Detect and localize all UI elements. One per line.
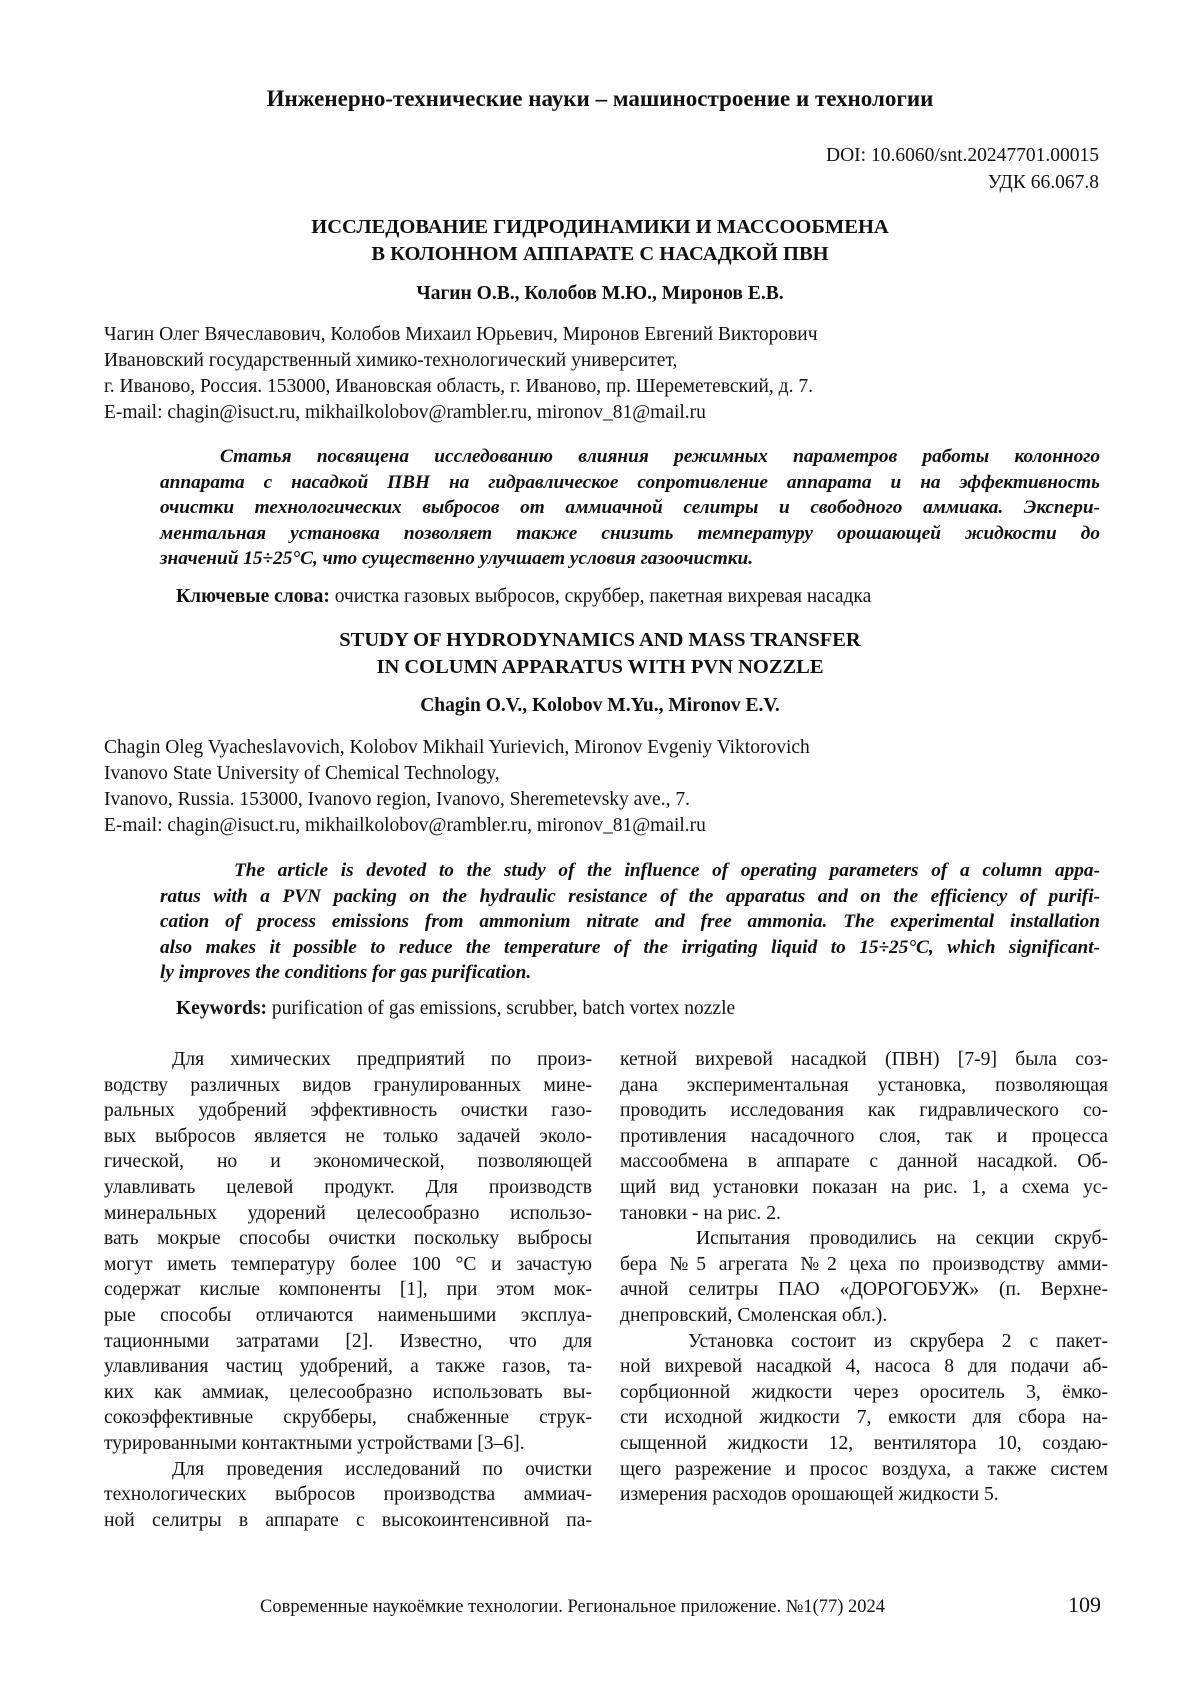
page-number: 109 (1068, 1592, 1101, 1617)
body-line: минеральных удорений целесообразно использо- (104, 1202, 592, 1224)
body-line: днепровский, Смоленская обл.). (620, 1304, 888, 1326)
body-line: водству различных видов гранулированных мине- (104, 1074, 592, 1096)
ru-title-line-1: ИССЛЕДОВАНИЕ ГИДРОДИНАМИКИ И МАССООБМЕНА (311, 216, 889, 238)
ru-affiliation-line: г. Иваново, Россия. 153000, Ивановская область, г. Иваново, пр. Шереметевский, д. 7. (104, 376, 813, 397)
en-abstract-line: The article is devoted to the study of the influence of operating parameters of a column appa- (234, 860, 1100, 881)
ru-abstract (160, 444, 1100, 572)
ru-abstract-line: значений 15÷25°С, что существенно улучшает условия газоочистки. (160, 548, 754, 570)
ru-keywords (176, 586, 871, 608)
ru-title (0, 214, 1200, 268)
body-line: ной вихревой насадкой 4, насоса 8 для подачи аб- (620, 1356, 1108, 1378)
en-affiliation-line: Chagin Oleg Vyacheslavovich, Kolobov Mikhail Yurievich, Mironov Evgeniy Viktorovich (104, 737, 810, 758)
body-line: Для проведения исследований по очистки (172, 1458, 592, 1480)
body-line: рые способы отличаются наименьшими эксплуа- (104, 1304, 592, 1326)
body-line: бера №5 агрегата №2 цеха по производству амми- (620, 1253, 1108, 1275)
en-keywords-text: purification of gas emissions, scrubber, batch vortex nozzle (267, 998, 736, 1019)
body-line: тановки - на рис. 2. (620, 1202, 781, 1224)
body-line: измерения расходов орошающей жидкости 5. (620, 1484, 999, 1506)
en-email: E-mail: chagin@isuct.ru, mikhailkolobov@rambler.ru, mironov_81@mail.ru (104, 815, 706, 836)
body-line: улавливать целевой продукт. Для производств (104, 1176, 592, 1198)
en-affiliation (104, 735, 1104, 839)
body-line: могут иметь температуру более 100 °С и зачастую (104, 1253, 592, 1275)
en-affiliation-line: Ivanovo State University of Chemical Technology, (104, 763, 500, 784)
body-line: сти исходной жидкости 7, емкости для сбора на- (620, 1407, 1108, 1429)
ru-authors: Чагин О.В., Колобов М.Ю., Миронов Е.В. (416, 283, 784, 304)
ru-keywords-text: очистка газовых выбросов, скруббер, пакетная вихревая насадка (329, 586, 872, 607)
body-line: ачной селитры ПАО «ДОРОГОБУЖ» (п. Верхне- (620, 1279, 1108, 1301)
body-column-right (620, 1047, 1108, 1508)
en-affiliation-line: Ivanovo, Russia. 153000, Ivanovo region, Ivanovo, Sheremetevsky ave., 7. (104, 789, 690, 810)
ru-affiliation-line: Ивановский государственный химико-технологический университет, (104, 350, 678, 371)
ru-abstract-line: ментальная установка позволяет также снизить температуру орошающей жидкости до (160, 522, 1100, 544)
body-line: Испытания проводились на секции скруб- (696, 1228, 1108, 1250)
ru-affiliation (104, 322, 1104, 426)
body-line: проводить исследования как гидравлического со- (620, 1100, 1108, 1122)
en-title (0, 627, 1200, 681)
udk: УДК 66.067.8 (987, 172, 1099, 193)
ru-title-line-2: В КОЛОННОМ АППАРАТЕ С НАСАДКОЙ ПВН (371, 243, 829, 265)
en-abstract-line: cation of process emissions from ammonium nitrate and free ammonia. The experimental installation (160, 911, 1100, 933)
body-line: ной селитры в аппарате с высокоинтенсивной па- (104, 1509, 592, 1531)
body-line: противления насадочного слоя, так и процесса (620, 1125, 1108, 1147)
ru-keywords-label: Ключевые слова: (176, 586, 330, 607)
body-line: сорбционной жидкости через ороситель 3, ёмко- (620, 1381, 1108, 1403)
article-meta (826, 142, 1099, 196)
en-title-line-2: IN COLUMN APPARATUS WITH PVN NOZZLE (376, 656, 824, 678)
body-line: вать мокрые способы очистки поскольку выбросы (104, 1228, 592, 1250)
en-keywords-label: Keywords: (176, 998, 267, 1019)
body-column-left (104, 1047, 592, 1533)
ru-abstract-line: очистки технологических выбросов от аммиачной селитры и свободного аммиака. Экспери- (160, 497, 1100, 519)
en-authors: Chagin O.V., Kolobov M.Yu., Mironov E.V. (420, 695, 780, 716)
ru-affiliation-line: Чагин Олег Вячеславович, Колобов Михаил Юрьевич, Миронов Евгений Викторович (104, 324, 818, 345)
body-line: содержат кислые компоненты [1], при этом мок- (104, 1279, 592, 1301)
body-line: щего разрежение и просос воздуха, а также систем (620, 1458, 1108, 1480)
body-line: турированными контактными устройствами [3–6]. (104, 1432, 525, 1454)
body-line: ральных удобрений эффективность очистки газо- (104, 1100, 592, 1122)
en-abstract-line: also makes it possible to reduce the temperature of the irrigating liquid to 15÷25°C, which significant- (160, 936, 1100, 958)
body-line: щий вид установки показан на рис. 1, а схема ус- (620, 1176, 1108, 1198)
ru-email: E-mail: chagin@isuct.ru, mikhailkolobov@rambler.ru, mironov_81@mail.ru (104, 402, 706, 423)
en-keywords (176, 998, 735, 1020)
ru-abstract-line: аппарата с насадкой ПВН на гидравлическое сопротивление аппарата и на эффективность (160, 471, 1100, 493)
body-line: гической, но и экономической, позволяющей (104, 1151, 592, 1173)
en-abstract (160, 858, 1100, 986)
en-abstract-line: ly improves the conditions for gas purification. (160, 962, 532, 984)
en-abstract-line: ratus with a PVN packing on the hydraulic resistance of the apparatus and on the efficiency of purifi- (160, 885, 1100, 907)
body-line: улавливания частиц удобрений, а также газов, та- (104, 1356, 592, 1378)
journal-footer: Современные наукоёмкие технологии. Региональное приложение. №1(77) 2024 (260, 1597, 886, 1617)
body-line: Для химических предприятий по произ- (172, 1049, 592, 1070)
body-line: тационными затратами [2]. Известно, что для (104, 1330, 592, 1352)
body-line: ких как аммиак, целесообразно использовать вы- (104, 1381, 592, 1403)
body-line: технологических выбросов производства аммиач- (104, 1484, 592, 1506)
body-line: сыщенной жидкости 12, вентилятора 10, создаю- (620, 1432, 1108, 1454)
body-line: дана экспериментальная установка, позволяющая (620, 1074, 1108, 1096)
body-line: кетной вихревой насадкой (ПВН) [7-9] была соз- (620, 1049, 1108, 1070)
body-line: вых выбросов является не только задачей эколо- (104, 1125, 592, 1147)
en-title-line-1: STUDY OF HYDRODYNAMICS AND MASS TRANSFER (339, 629, 861, 651)
doi: DOI: 10.6060/snt.20247701.00015 (826, 145, 1099, 166)
ru-abstract-line: Статья посвящена исследованию влияния режимных параметров работы колонного (220, 446, 1100, 467)
section-header: Инженерно-технические науки – машиностроение и технологии (266, 86, 934, 111)
body-line: сокоэффективные скрубберы, снабженные струк- (104, 1407, 592, 1429)
body-line: Установка состоит из скрубера 2 с пакет- (688, 1330, 1108, 1352)
body-line: массообмена в аппарате с данной насадкой. Об- (620, 1151, 1108, 1173)
